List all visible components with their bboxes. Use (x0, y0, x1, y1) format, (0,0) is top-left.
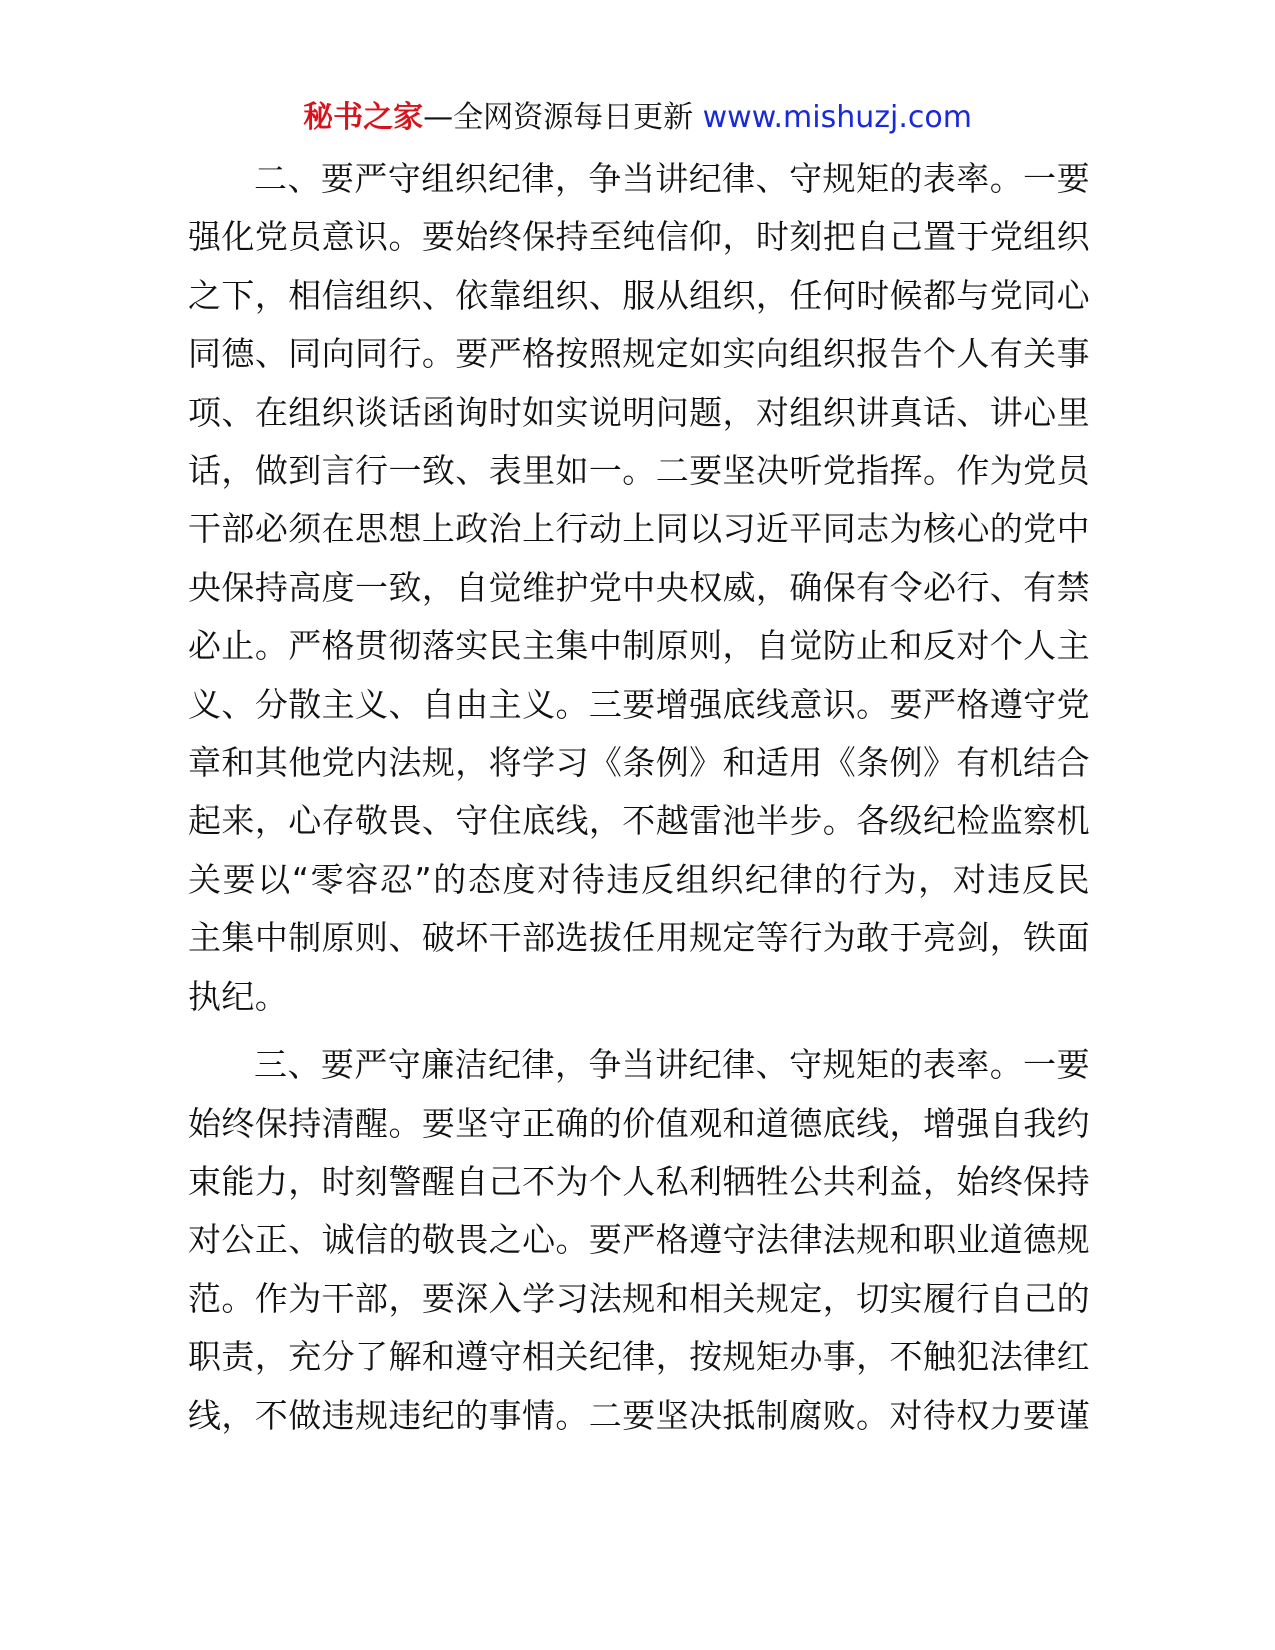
site-tagline: —全网资源每日更新 (423, 100, 694, 135)
document-body (188, 150, 1090, 1445)
paragraph-integrity-discipline: 三、要严守廉洁纪律，争当讲纪律、守规矩的表率。一要始终保持清醒。要坚守正确的价值观和道德底线，增强自我约束能力，时刻警醒自己不为个人私利牺牲公共利益，始终保持对公正、诚信的敬畏之心。要严格遵守法律法规和职业道德规范。作为干部，要深入学习法规和相关规定，切实履行自己的职责，充分了解和遵守相关纪律，按规矩办事，不触犯法律红线，不做违规违纪的事情。二要坚决抵制腐败。对待权力要谨 (188, 1045, 1090, 1435)
paragraph-organization-discipline: 二、要严守组织纪律，争当讲纪律、守规矩的表率。一要强化党员意识。要始终保持至纯信仰，时刻把自己置于党组织之下，相信组织、依靠组织、服从组织，任何时候都与党同心同德、同向同行。要严格按照规定如实向组织报告个人有关事项、在组织谈话函询时如实说明问题，对组织讲真话、讲心里话，做到言行一致、表里如一。二要坚决听党指挥。作为党员干部必须在思想上政治上行动上同以习近平同志为核心的党中央保持高度一致，自觉维护党中央权威，确保有令必行、有禁必止。严格贯彻落实民主集中制原则，自觉防止和反对个人主义、分散主义、自由主义。三要增强底线意识。要严格遵守党章和其他党内法规，将学习《条例》和适用《条例》有机结合起来，心存敬畏、守住底线，不越雷池半步。各级纪检监察机关要以“零容忍”的态度对待违反组织纪律的行为，对违反民主集中制原则、破坏干部选拔任用规定等行为敢于亮剑，铁面执纪。 (188, 159, 1090, 1016)
page-header (0, 98, 1275, 138)
site-url[interactable]: www.mishuzj.com (702, 100, 972, 135)
site-brand: 秘书之家 (303, 100, 424, 135)
